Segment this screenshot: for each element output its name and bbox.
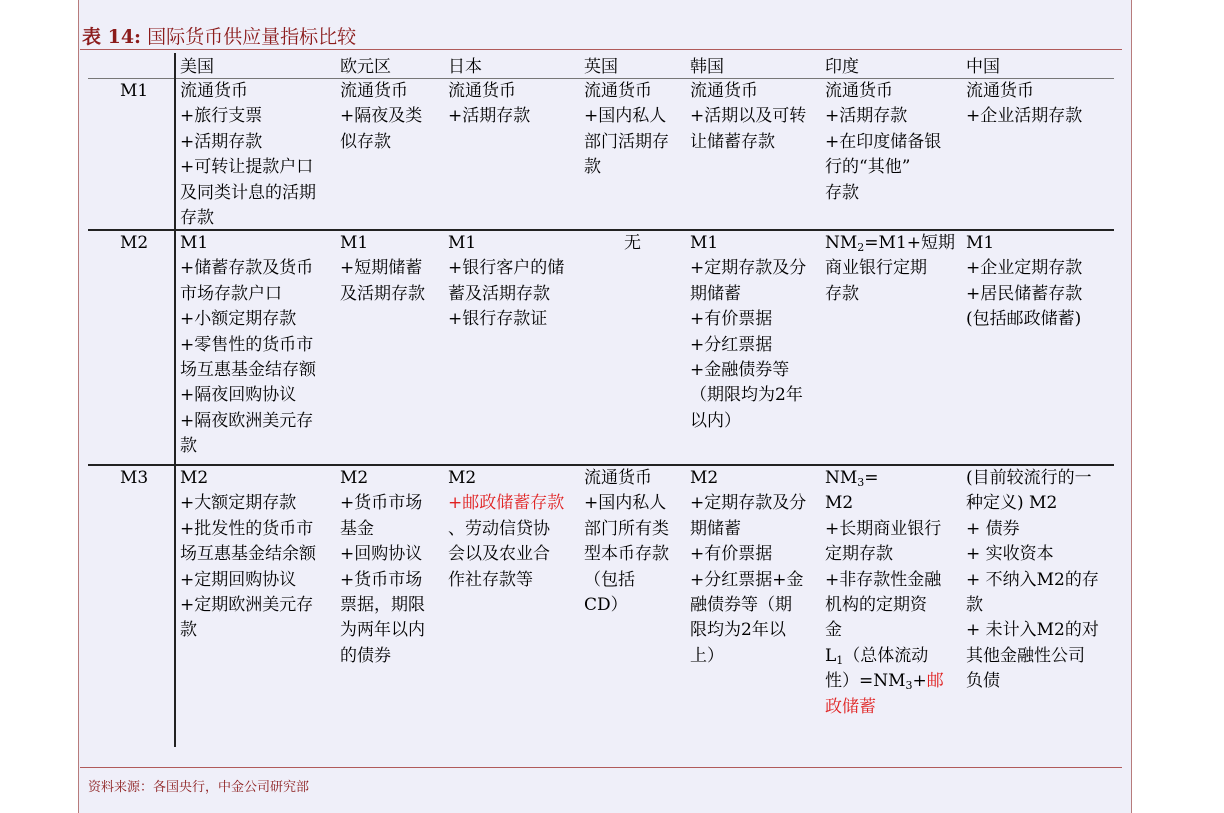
row-label-m2: M2	[120, 233, 149, 253]
cell-line-mixed: 性）$=NM_3+$邮	[825, 671, 944, 693]
cell-line: M1	[966, 233, 995, 253]
cell-line: $NM_3=$	[825, 468, 879, 489]
cell-line: +定期存款及分	[690, 493, 807, 514]
cell-line: $NM_2=M1+$短期	[825, 233, 956, 254]
cell-line: M2	[180, 468, 209, 488]
cell-line: (包括邮政储蓄)	[966, 309, 1082, 330]
source-note: 资料来源：各国央行，中金公司研究部	[88, 780, 310, 795]
cell-line: 似存款	[340, 131, 391, 152]
cell-m1-us	[180, 79, 316, 231]
cell-m3-us	[180, 466, 316, 644]
cell-line: +在印度储备银	[825, 131, 942, 152]
cell-line: + 实收资本	[966, 544, 1054, 565]
cell-line: +企业定期存款	[966, 258, 1083, 279]
cell-line: 及同类计息的活期	[180, 182, 316, 203]
cell-m3-china	[966, 466, 1099, 695]
cell-line: 行的“其他”	[825, 157, 911, 178]
cell-line: 部门所有类	[584, 518, 669, 539]
cell-line: M2	[448, 468, 477, 488]
cell-line: +分红票据+金	[690, 569, 804, 590]
cell-line: 场互惠基金结存额	[180, 360, 316, 381]
cell-line: 会以及农业合	[448, 544, 550, 565]
cell-m2-us	[180, 231, 316, 460]
cell-line: 市场存款户口	[180, 283, 282, 304]
cell-line: +小额定期存款	[180, 309, 297, 330]
cell-line: 、劳动信贷协	[448, 518, 550, 539]
cell-line: $L_1$（总体流动	[825, 645, 929, 667]
cell-line: 上）	[690, 645, 724, 666]
cell-line: +定期存款及分	[690, 258, 807, 279]
cell-line: +有价票据	[690, 544, 773, 565]
cell-m1-korea	[690, 79, 806, 155]
cell-line: CD）	[584, 595, 628, 616]
cell-line: 存款	[825, 182, 859, 203]
cell-line: 金	[825, 620, 842, 641]
cell-line: 负债	[966, 671, 1000, 692]
cell-m2-india	[825, 231, 955, 307]
cell-line: +有价票据	[690, 309, 773, 330]
cell-line: 部门活期存	[584, 131, 669, 152]
cell-line: （包括	[584, 569, 635, 590]
cell-line: 票据，期限	[340, 595, 425, 616]
cell-line: 款	[180, 620, 197, 641]
cell-line: 无	[624, 233, 641, 253]
cell-line: +货币市场	[340, 569, 423, 590]
cell-line: 流通货币	[340, 81, 408, 101]
cell-m3-india	[825, 466, 944, 720]
cell-m1-india	[825, 79, 941, 206]
cell-line: 商业银行定期	[825, 258, 927, 279]
title-rule	[80, 49, 1122, 50]
col-header-china: 中国	[966, 57, 1000, 77]
table-title	[82, 22, 356, 49]
cell-m3-japan	[448, 466, 564, 593]
cell-line: +旅行支票	[180, 106, 263, 127]
cell-line: 蓄及活期存款	[448, 283, 550, 304]
col-header-eurozone: 欧元区	[340, 57, 391, 77]
cell-m3-uk	[584, 466, 669, 618]
cell-line: +银行存款证	[448, 309, 548, 330]
cell-line: +金融债券等	[690, 360, 790, 381]
cell-line-highlight: +邮政储蓄存款	[448, 493, 565, 514]
cell-line: +企业活期存款	[966, 106, 1083, 127]
cell-line: 流通货币	[448, 81, 516, 101]
cell-line: 让储蓄存款	[690, 131, 775, 152]
cell-line: +定期欧洲美元存	[180, 595, 314, 616]
cell-line: +国内私人	[584, 493, 667, 514]
source-rule	[80, 767, 1122, 768]
cell-line: M2	[690, 468, 719, 488]
cell-line: +隔夜回购协议	[180, 385, 297, 406]
cell-m2-uk	[624, 231, 641, 256]
cell-line: +活期存款	[825, 106, 908, 127]
cell-line: M1	[340, 233, 369, 253]
cell-m3-korea	[690, 466, 806, 669]
cell-m2-korea	[690, 231, 806, 434]
cell-line: 存款	[825, 283, 859, 304]
cell-line: 流通货币	[690, 81, 758, 101]
cell-line: 场互惠基金结余额	[180, 544, 316, 565]
cell-line: +可转让提款户口	[180, 157, 314, 178]
cell-line: +回购协议	[340, 544, 423, 565]
table-title-text: 国际货币供应量指标比较	[147, 26, 357, 48]
cell-line: 及活期存款	[340, 283, 425, 304]
cell-line: M2	[825, 493, 854, 514]
cell-line: M1	[180, 233, 209, 253]
cell-line: M1	[448, 233, 477, 253]
cell-line: 其他金融性公司	[966, 645, 1085, 666]
cell-line: 为两年以内	[340, 620, 425, 641]
cell-line: +居民储蓄存款	[966, 283, 1083, 304]
cell-line: 流通货币	[584, 81, 652, 101]
cell-line: +活期存款	[180, 131, 263, 152]
cell-m1-uk	[584, 79, 669, 181]
cell-line: +零售性的货币市	[180, 334, 314, 355]
cell-line: 融债券等（期	[690, 595, 792, 616]
cell-line: 作社存款等	[448, 569, 533, 590]
cell-line: +短期储蓄	[340, 258, 423, 279]
cell-line: 期储蓄	[690, 518, 741, 539]
col-header-india: 印度	[825, 57, 859, 77]
cell-line: 限均为2年以	[690, 620, 786, 641]
cell-m2-china	[966, 231, 1082, 333]
col-header-us: 美国	[180, 57, 214, 77]
table-number: 表 14:	[82, 26, 142, 48]
cell-line: 款	[584, 157, 601, 178]
cell-line: 定期存款	[825, 544, 893, 565]
cell-line: 存款	[180, 208, 214, 229]
cell-m1-china	[966, 79, 1082, 130]
row-label-m3: M3	[120, 468, 149, 488]
cell-line: +大额定期存款	[180, 493, 297, 514]
cell-line: +储蓄存款及货币	[180, 258, 314, 279]
cell-line: +非存款性金融	[825, 569, 942, 590]
cell-line: +国内私人	[584, 106, 667, 127]
row-label-m1: M1	[120, 81, 149, 101]
cell-line: +隔夜及类	[340, 106, 423, 127]
cell-line-highlight: 政储蓄	[825, 696, 876, 717]
cell-line: +分红票据	[690, 334, 773, 355]
cell-line: 的债券	[340, 645, 391, 666]
col-header-uk: 英国	[584, 57, 618, 77]
cell-line: 款	[180, 436, 197, 457]
cell-line: + 债券	[966, 518, 1020, 539]
cell-line: （期限均为2年	[690, 385, 803, 406]
cell-m1-japan	[448, 79, 530, 130]
cell-line: M1	[690, 233, 719, 253]
cell-line: 流通货币	[825, 81, 893, 101]
cell-line: 种定义) M2	[966, 493, 1058, 514]
col-header-korea: 韩国	[690, 57, 724, 77]
cell-line: 流通货币	[584, 468, 652, 488]
label-column-divider	[174, 53, 176, 747]
cell-m2-japan	[448, 231, 564, 333]
cell-line: + 不纳入M2的存	[966, 569, 1099, 590]
cell-line: 以内）	[690, 410, 741, 431]
cell-line: +活期存款	[448, 106, 531, 127]
col-header-japan: 日本	[448, 57, 482, 77]
cell-m3-eurozone	[340, 466, 425, 669]
cell-line: 流通货币	[966, 81, 1034, 101]
cell-line: 型本币存款	[584, 544, 669, 565]
cell-m1-eurozone	[340, 79, 422, 155]
cell-line: 基金	[340, 518, 374, 539]
cell-line: +长期商业银行	[825, 518, 942, 539]
cell-m2-eurozone	[340, 231, 425, 307]
cell-line: (目前较流行的一	[966, 468, 1092, 488]
cell-line: +货币市场	[340, 493, 423, 514]
cell-line: 流通货币	[180, 81, 248, 101]
cell-line: 机构的定期资	[825, 595, 927, 616]
cell-line: 款	[966, 595, 983, 616]
cell-line: +隔夜欧洲美元存	[180, 410, 314, 431]
cell-line: M2	[340, 468, 369, 488]
cell-line: +批发性的货币市	[180, 518, 314, 539]
cell-line: + 未计入M2的对	[966, 620, 1099, 641]
cell-line: +银行客户的储	[448, 258, 565, 279]
cell-line: 期储蓄	[690, 283, 741, 304]
cell-line: +活期以及可转	[690, 106, 807, 127]
cell-line: +定期回购协议	[180, 569, 297, 590]
